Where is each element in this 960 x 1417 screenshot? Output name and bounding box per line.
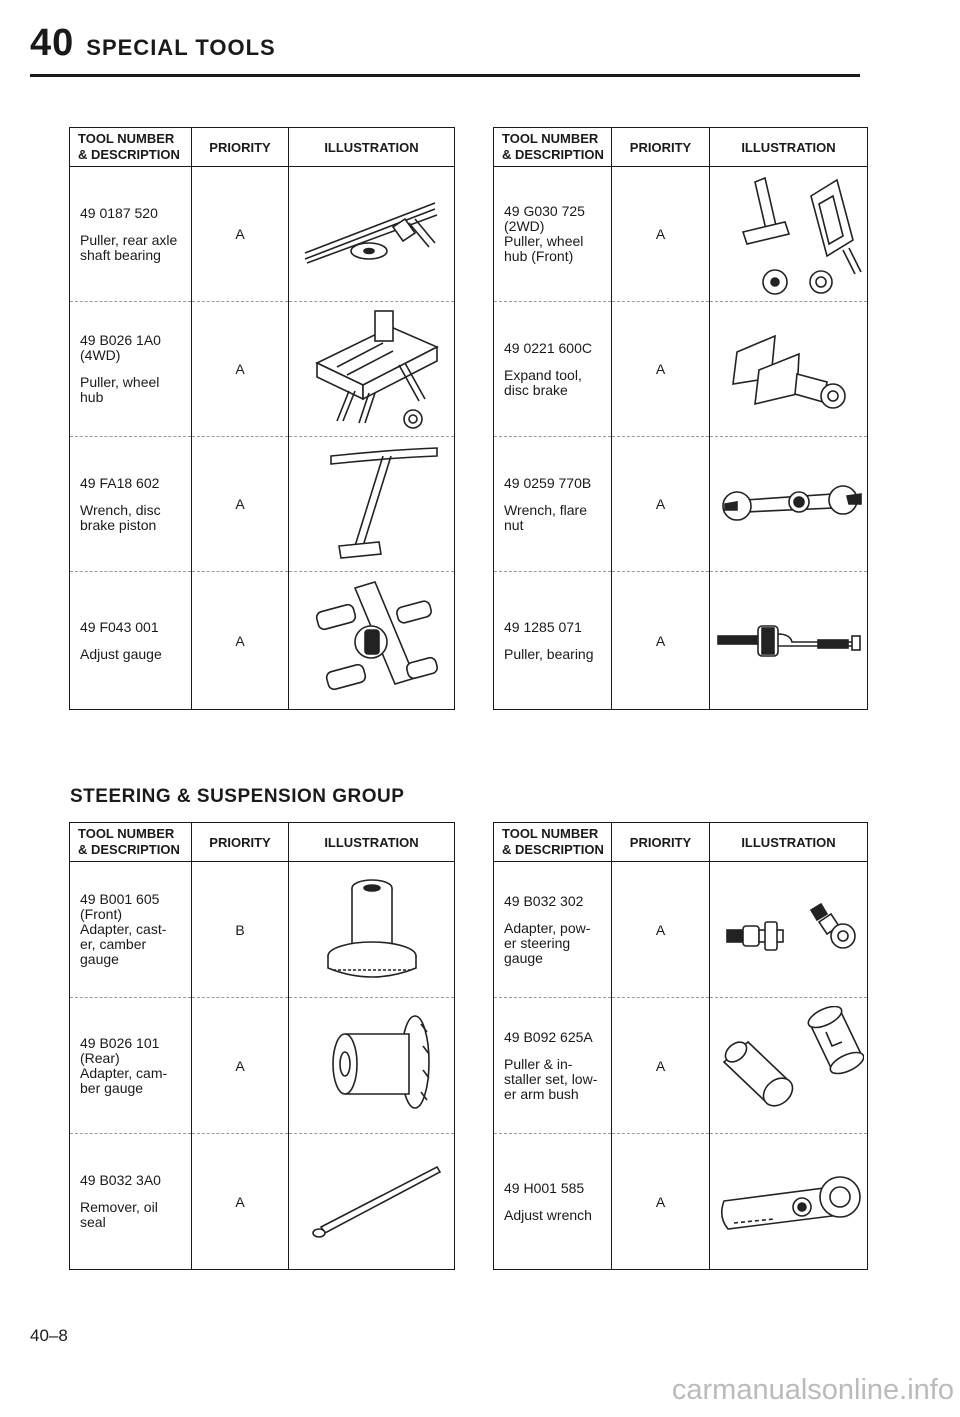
tool-description: Wrench, disc brake piston (80, 501, 161, 533)
header-rule (30, 74, 860, 77)
table-row (70, 572, 455, 710)
tool-cell (494, 1134, 612, 1270)
table-row (494, 572, 868, 710)
axle-shaft-puller-icon (297, 189, 447, 279)
illustration-cell (289, 437, 455, 572)
illustration-cell (289, 302, 455, 437)
col-header-tool: TOOL NUMBER & DESCRIPTION (70, 823, 192, 862)
tool-cell (70, 862, 192, 998)
illustration-cell (710, 862, 868, 998)
tool-number: 49 B032 3A0 (80, 1172, 161, 1188)
camber-adapter-rear-icon (297, 1006, 447, 1126)
tool-number: 49 B026 1A0 (4WD) (80, 332, 161, 363)
illustration-cell (710, 572, 868, 710)
page-header (30, 22, 276, 65)
priority-cell: A (192, 437, 289, 572)
table-row (70, 302, 455, 437)
tools-table-top-right (493, 127, 868, 710)
tool-number: 49 B001 605 (Front) (80, 891, 160, 922)
tool-cell (494, 302, 612, 437)
col-header-tool: TOOL NUMBER & DESCRIPTION (494, 128, 612, 167)
tool-number: 49 B032 302 (504, 892, 584, 909)
tool-cell (494, 572, 612, 710)
table-header-row (494, 128, 868, 167)
illustration-cell (289, 1134, 455, 1270)
priority-cell: A (612, 572, 710, 710)
flare-nut-wrench-icon (715, 474, 863, 534)
table-header-row (70, 823, 455, 862)
table-row (494, 998, 868, 1134)
tool-cell (70, 437, 192, 572)
priority-cell: A (612, 1134, 710, 1270)
table-row (70, 437, 455, 572)
col-header-illustration: ILLUSTRATION (710, 128, 868, 167)
bush-puller-set-icon (714, 1006, 864, 1126)
table-row (494, 437, 868, 572)
priority-cell: A (192, 167, 289, 302)
col-header-tool: TOOL NUMBER & DESCRIPTION (494, 823, 612, 862)
priority-cell: A (192, 998, 289, 1134)
tool-description: Adjust wrench (504, 1206, 592, 1223)
tools-table-bottom-right (493, 822, 868, 1270)
table-row (70, 1134, 455, 1270)
t-wrench-icon (297, 442, 447, 567)
tools-table-bottom-left (69, 822, 455, 1270)
priority-cell: A (612, 862, 710, 998)
col-header-priority: PRIORITY (192, 128, 289, 167)
illustration-cell (710, 437, 868, 572)
tool-number: 49 B026 101 (Rear) (80, 1034, 160, 1066)
illustration-cell (289, 862, 455, 998)
page-number: 40–8 (30, 1326, 68, 1345)
tool-cell (70, 1134, 192, 1270)
tool-cell (494, 862, 612, 998)
tool-number: 49 0259 770B (504, 474, 592, 491)
bearing-puller-icon (714, 616, 864, 666)
tool-description: Adapter, cam- ber gauge (80, 1064, 168, 1096)
table-row (494, 167, 868, 302)
wheel-hub-puller-icon (297, 305, 447, 433)
tool-description: Adapter, pow- er steering gauge (504, 919, 591, 966)
tool-number: 49 H001 585 (504, 1179, 585, 1196)
illustration-cell (710, 1134, 868, 1270)
illustration-cell (710, 167, 868, 302)
table-row (494, 862, 868, 998)
adjust-gauge-icon (297, 578, 447, 703)
tool-number: 49 FA18 602 (80, 474, 160, 491)
illustration-cell (289, 572, 455, 710)
priority-cell: A (612, 302, 710, 437)
col-header-illustration: ILLUSTRATION (289, 128, 455, 167)
camber-adapter-front-icon (297, 870, 447, 990)
tool-cell (70, 167, 192, 302)
priority-cell: A (192, 572, 289, 710)
priority-cell: A (612, 167, 710, 302)
priority-cell: B (192, 862, 289, 998)
table-header-row (70, 128, 455, 167)
page-title: SPECIAL TOOLS (86, 35, 276, 60)
table-row (494, 302, 868, 437)
priority-cell: A (612, 437, 710, 572)
tool-number: 49 G030 725 (2WD) (504, 203, 585, 234)
illustration-cell (710, 998, 868, 1134)
tool-cell (494, 167, 612, 302)
expand-tool-icon (715, 324, 863, 414)
tool-cell (70, 572, 192, 710)
table-row (70, 167, 455, 302)
tool-description: Puller, wheel hub (80, 374, 160, 405)
tool-number: 49 B092 625A (504, 1028, 593, 1045)
col-header-priority: PRIORITY (612, 823, 710, 862)
tool-cell (494, 437, 612, 572)
illustration-cell (289, 998, 455, 1134)
tool-description: Adapter, cast- er, camber gauge (80, 921, 167, 967)
tool-description: Expand tool, disc brake (504, 366, 582, 398)
col-header-priority: PRIORITY (192, 823, 289, 862)
tool-cell (70, 302, 192, 437)
priority-cell: A (192, 1134, 289, 1270)
tool-description: Wrench, flare nut (504, 501, 587, 533)
tool-number: 49 F043 001 (80, 618, 159, 635)
table-row (70, 862, 455, 998)
section-heading: STEERING & SUSPENSION GROUP (70, 786, 405, 807)
priority-cell: A (192, 302, 289, 437)
col-header-illustration: ILLUSTRATION (289, 823, 455, 862)
power-steering-adapter-icon (715, 900, 863, 960)
tool-cell (70, 998, 192, 1134)
col-header-tool: TOOL NUMBER & DESCRIPTION (70, 128, 192, 167)
adjust-wrench-icon (714, 1157, 864, 1247)
tool-number: 49 1285 071 (504, 618, 582, 635)
col-header-illustration: ILLUSTRATION (710, 823, 868, 862)
illustration-cell (710, 302, 868, 437)
tool-description: Puller, wheel hub (Front) (504, 233, 584, 264)
tool-number: 49 0221 600C (504, 339, 592, 356)
col-header-priority: PRIORITY (612, 128, 710, 167)
table-header-row (494, 823, 868, 862)
table-row (70, 998, 455, 1134)
front-hub-puller-icon (715, 170, 863, 298)
section-number: 40 (30, 22, 75, 64)
watermark: carmanualsonline.info (671, 1374, 954, 1406)
priority-cell: A (612, 998, 710, 1134)
illustration-cell (289, 167, 455, 302)
oil-seal-remover-icon (297, 1157, 447, 1247)
tools-table-top-left (69, 127, 455, 710)
tool-description: Puller, bearing (504, 645, 594, 662)
tool-description: Puller, rear axle shaft bearing (80, 231, 178, 263)
table-row (494, 1134, 868, 1270)
tool-cell (494, 998, 612, 1134)
tool-number: 49 0187 520 (80, 204, 158, 221)
tool-description: Puller & in- staller set, low- er arm bush (504, 1055, 598, 1102)
tool-description: Remover, oil seal (80, 1199, 158, 1230)
tool-description: Adjust gauge (80, 645, 162, 662)
